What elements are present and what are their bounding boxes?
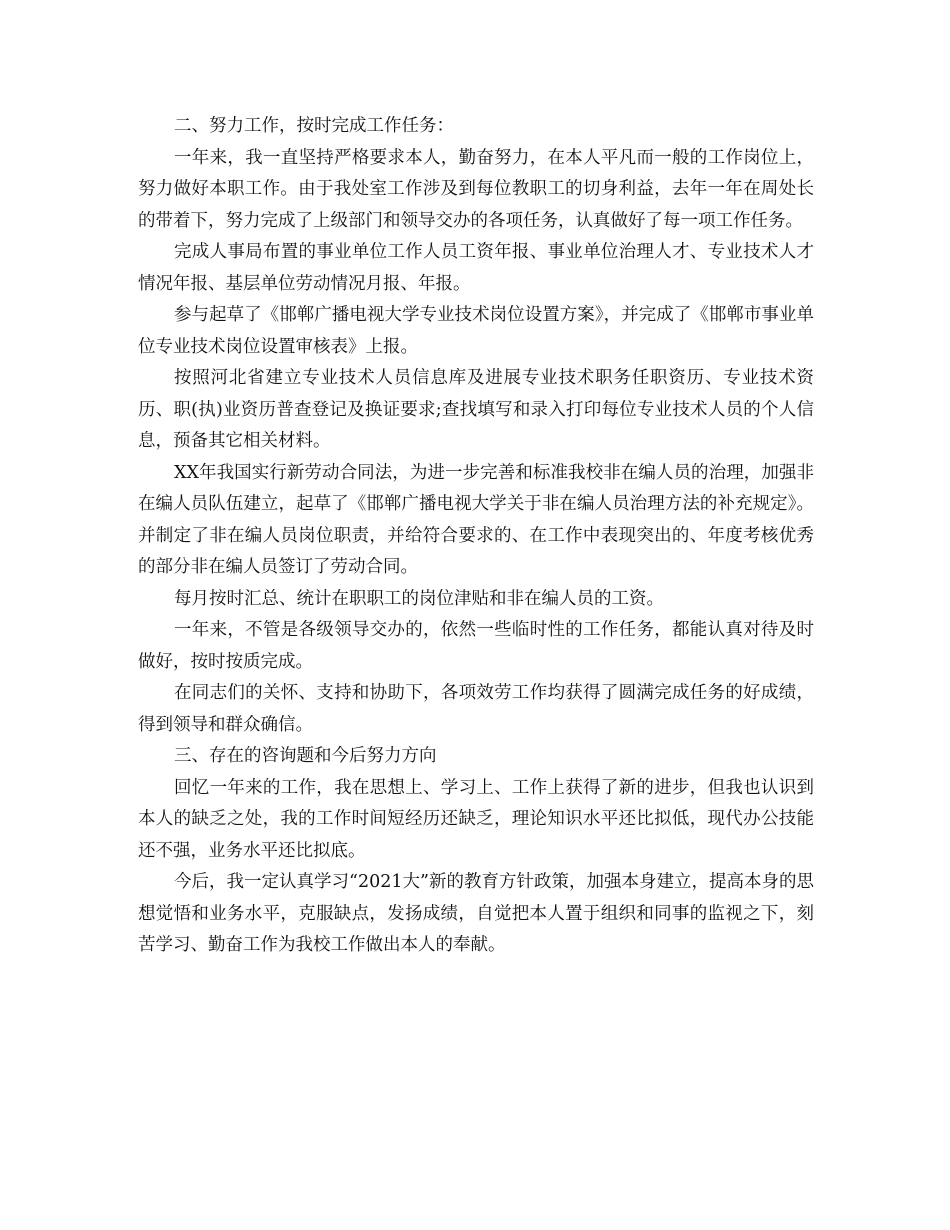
document-body xyxy=(138,111,814,962)
paragraph: 每月按时汇总、统计在职职工的岗位津贴和非在编人员的工资。 xyxy=(174,588,664,609)
paragraph: XX年我国实行新劳动合同法，为进一步完善和标准我校非在编人员的治理，加强非在编人员队伍建立，起草了《邯郸广播电视大学关于非在编人员治理方法的补充规定》。并制定了非在编人员岗位职责，并给符合要求的、在工作中表现突出的、年度考核优秀的部分非在编人员签订了劳动合同。 xyxy=(138,462,814,577)
paragraph: 一年来，我一直坚持严格要求本人，勤奋努力，在本人平凡而一般的工作岗位上，努力做好本职工作。由于我处室工作涉及到每位教职工的切身利益，去年一年在周处长的带着下，努力完成了上级部门和领导交办的各项任务，认真做好了每一项工作任务。 xyxy=(138,147,814,231)
paragraph: 参与起草了《邯郸广播电视大学专业技术岗位设置方案》，并完成了《邯郸市事业单位专业技术岗位设置审核表》上报。 xyxy=(138,305,814,357)
paragraph: 回忆一年来的工作，我在思想上、学习上、工作上获得了新的进步，但我也认识到本人的缺乏之处，我的工作时间短经历还缺乏，理论知识水平还比拟低，现代办公技能还不强，业务水平还比拟底。 xyxy=(138,777,814,861)
paragraph: 今后，我一定认真学习“2021大”新的教育方针政策，加强本身建立，提高本身的思想觉悟和业务水平，克服缺点，发扬成绩，自觉把本人置于组织和同事的监视之下，刻苦学习、勤奋工作为我校工作做出本人的奉献。 xyxy=(138,872,814,955)
paragraph: 完成人事局布置的事业单位工作人员工资年报、事业单位治理人才、专业技术人才情况年报、基层单位劳动情况月报、年报。 xyxy=(138,242,814,294)
paragraph: 一年来，不管是各级领导交办的，依然一些临时性的工作任务，都能认真对待及时做好，按时按质完成。 xyxy=(138,620,814,672)
section-heading-problems-direction: 三、存在的咨询题和今后努力方向 xyxy=(174,746,437,766)
paragraph: 按照河北省建立专业技术人员信息库及进展专业技术职务任职资历、专业技术资历、职(执)业资历普查登记及换证要求;查找填写和录入打印每位专业技术人员的个人信息，预备其它相关材料。 xyxy=(138,368,814,451)
section-heading-work-tasks: 二、努力工作，按时完成工作任务： xyxy=(174,116,454,136)
paragraph: 在同志们的关怀、支持和协助下，各项效劳工作均获得了圆满完成任务的好成绩，得到领导和群众确信。 xyxy=(138,683,814,735)
